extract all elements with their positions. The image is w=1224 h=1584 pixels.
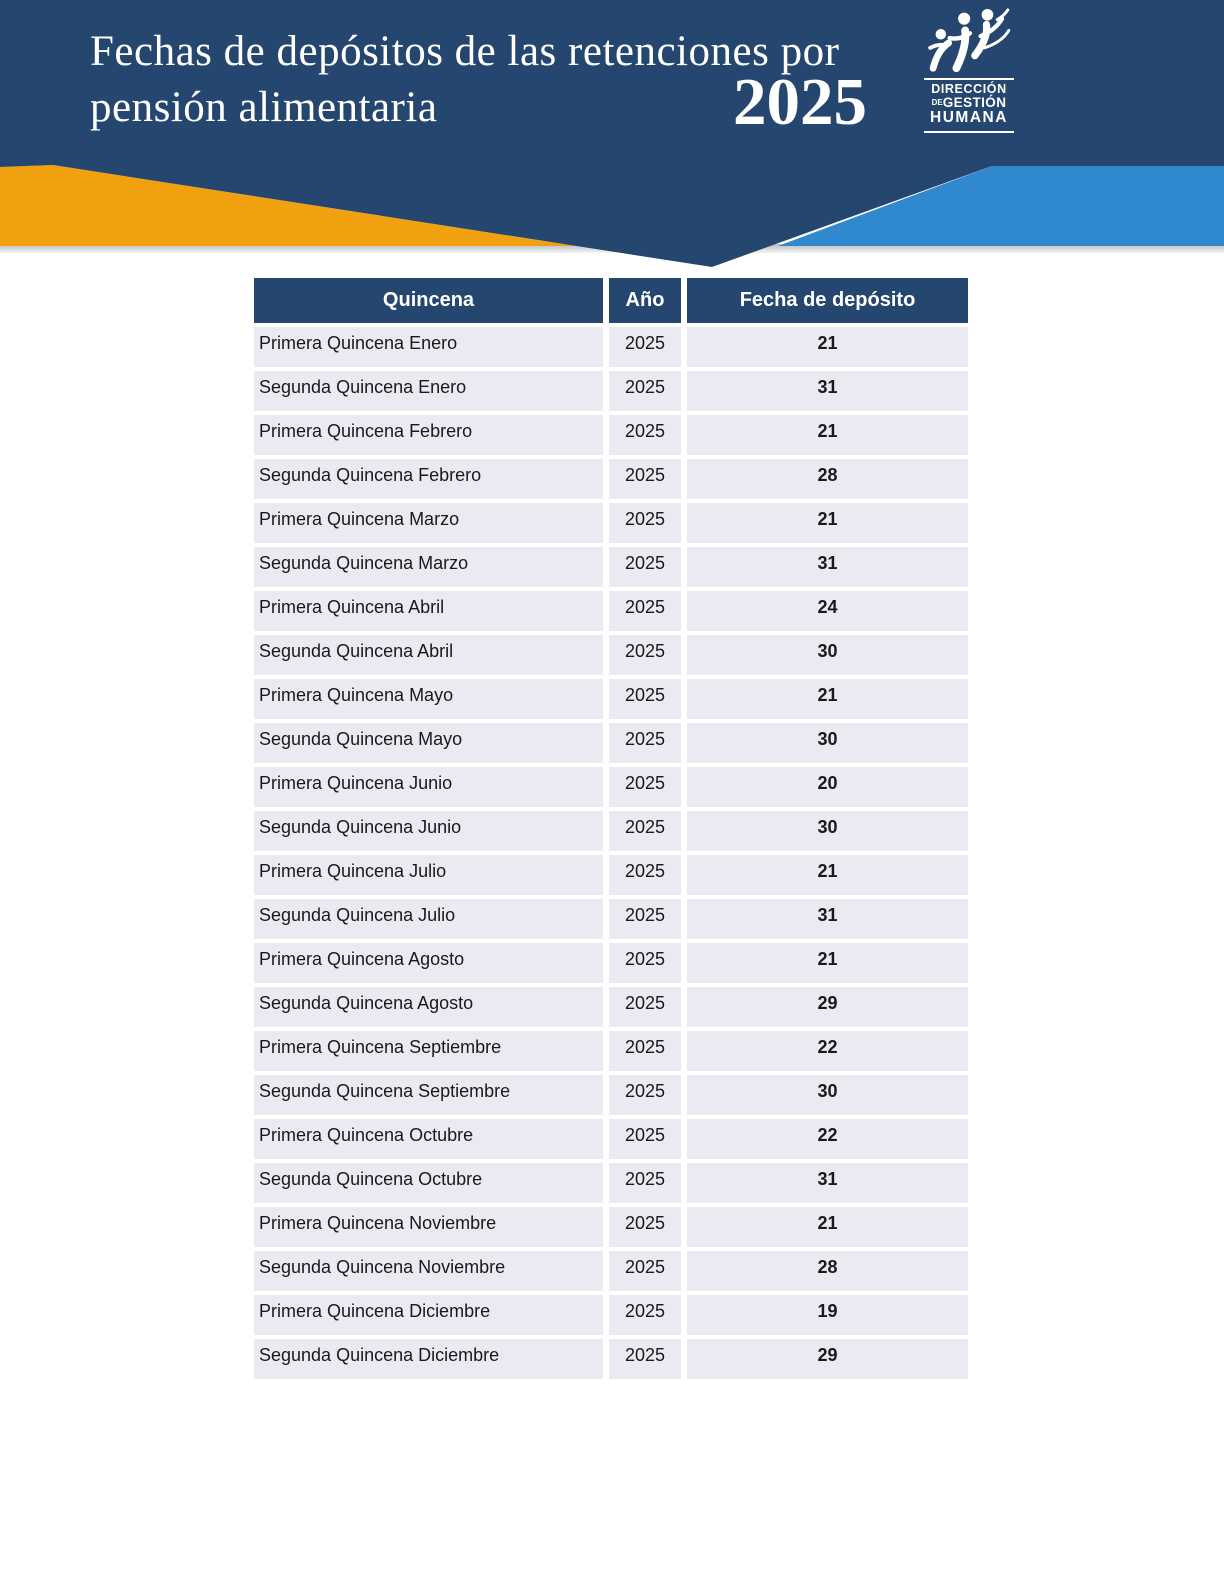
- deposit-date-cell: 22: [687, 1119, 968, 1159]
- table-row: [254, 943, 968, 983]
- deposit-date-cell: 30: [687, 635, 968, 675]
- year-cell: 2025: [609, 987, 681, 1027]
- year-cell: 2025: [609, 899, 681, 939]
- quincena-cell: Segunda Quincena Noviembre: [254, 1251, 603, 1291]
- deposit-date-cell: 19: [687, 1295, 968, 1335]
- deposit-date-cell: 21: [687, 415, 968, 455]
- table-row: [254, 415, 968, 455]
- year-cell: 2025: [609, 1251, 681, 1291]
- deposit-date-cell: 30: [687, 811, 968, 851]
- deposit-date-cell: 31: [687, 547, 968, 587]
- table-row: [254, 1163, 968, 1203]
- table-row: [254, 1075, 968, 1115]
- quincena-cell: Primera Quincena Marzo: [254, 503, 603, 543]
- deposit-date-cell: 31: [687, 371, 968, 411]
- quincena-cell: Primera Quincena Mayo: [254, 679, 603, 719]
- quincena-cell: Segunda Quincena Febrero: [254, 459, 603, 499]
- year-cell: 2025: [609, 855, 681, 895]
- quincena-cell: Primera Quincena Febrero: [254, 415, 603, 455]
- table-row: [254, 899, 968, 939]
- deposit-date-cell: 21: [687, 679, 968, 719]
- quincena-cell: Segunda Quincena Mayo: [254, 723, 603, 763]
- table-row: [254, 371, 968, 411]
- table-row: [254, 547, 968, 587]
- table-row: [254, 723, 968, 763]
- deposit-date-cell: 20: [687, 767, 968, 807]
- quincena-cell: Primera Quincena Octubre: [254, 1119, 603, 1159]
- quincena-cell: Primera Quincena Noviembre: [254, 1207, 603, 1247]
- year-cell: 2025: [609, 1339, 681, 1379]
- quincena-cell: Segunda Quincena Abril: [254, 635, 603, 675]
- table-row: [254, 503, 968, 543]
- year-cell: 2025: [609, 767, 681, 807]
- table-row: [254, 1031, 968, 1071]
- column-header-fecha-deposito: Fecha de depósito: [687, 278, 968, 323]
- table-row: [254, 327, 968, 367]
- table-row: [254, 811, 968, 851]
- page-title-line1: Fechas de depósitos de las retenciones por: [90, 28, 840, 75]
- table-row: [254, 1251, 968, 1291]
- logo-direccion-label: DIRECCIÓN: [931, 82, 1007, 96]
- year-cell: 2025: [609, 591, 681, 631]
- deposit-date-cell: 29: [687, 987, 968, 1027]
- year-cell: 2025: [609, 1295, 681, 1335]
- logo-de-label: DE: [931, 98, 943, 108]
- year-cell: 2025: [609, 371, 681, 411]
- deposit-table-body: [254, 327, 968, 1379]
- deposit-date-cell: 21: [687, 503, 968, 543]
- year-cell: 2025: [609, 327, 681, 367]
- year-cell: 2025: [609, 1163, 681, 1203]
- table-row: [254, 1339, 968, 1379]
- year-cell: 2025: [609, 811, 681, 851]
- table-row: [254, 679, 968, 719]
- table-row: [254, 635, 968, 675]
- quincena-cell: Primera Quincena Diciembre: [254, 1295, 603, 1335]
- page-title-line2: pensión alimentaria: [90, 84, 438, 131]
- deposit-date-cell: 22: [687, 1031, 968, 1071]
- year-cell: 2025: [609, 459, 681, 499]
- quincena-cell: Segunda Quincena Junio: [254, 811, 603, 851]
- deposit-date-cell: 28: [687, 1251, 968, 1291]
- deposit-date-cell: 21: [687, 1207, 968, 1247]
- table-row: [254, 1295, 968, 1335]
- column-header-quincena: Quincena: [254, 278, 603, 323]
- deposit-date-cell: 30: [687, 723, 968, 763]
- table-row: [254, 767, 968, 807]
- logo-humana-label: HUMANA: [930, 109, 1008, 127]
- deposit-date-cell: 24: [687, 591, 968, 631]
- year-cell: 2025: [609, 415, 681, 455]
- table-header-row: [254, 278, 968, 323]
- year-cell: 2025: [609, 1031, 681, 1071]
- quincena-cell: Primera Quincena Abril: [254, 591, 603, 631]
- quincena-cell: Primera Quincena Agosto: [254, 943, 603, 983]
- quincena-cell: Segunda Quincena Julio: [254, 899, 603, 939]
- quincena-cell: Segunda Quincena Octubre: [254, 1163, 603, 1203]
- year-label: 2025: [733, 65, 867, 139]
- dancing-figures-icon: [924, 8, 1014, 76]
- deposit-date-cell: 29: [687, 1339, 968, 1379]
- year-cell: 2025: [609, 1119, 681, 1159]
- year-cell: 2025: [609, 547, 681, 587]
- quincena-cell: Segunda Quincena Agosto: [254, 987, 603, 1027]
- table-row: [254, 1207, 968, 1247]
- deposit-date-cell: 30: [687, 1075, 968, 1115]
- dgh-logo-text: [924, 78, 1014, 133]
- quincena-cell: Segunda Quincena Diciembre: [254, 1339, 603, 1379]
- table-row: [254, 1119, 968, 1159]
- column-header-ano: Año: [609, 278, 681, 323]
- deposit-date-cell: 31: [687, 899, 968, 939]
- table-row: [254, 591, 968, 631]
- dgh-logo: [924, 8, 1014, 133]
- table-row: [254, 987, 968, 1027]
- quincena-cell: Segunda Quincena Septiembre: [254, 1075, 603, 1115]
- year-cell: 2025: [609, 1075, 681, 1115]
- deposit-dates-table: [248, 274, 974, 1383]
- logo-gestion-label: DEGESTIÓN: [931, 95, 1007, 111]
- year-cell: 2025: [609, 635, 681, 675]
- deposit-date-cell: 28: [687, 459, 968, 499]
- table-row: [254, 459, 968, 499]
- year-cell: 2025: [609, 723, 681, 763]
- quincena-cell: Primera Quincena Enero: [254, 327, 603, 367]
- table-row: [254, 855, 968, 895]
- quincena-cell: Primera Quincena Junio: [254, 767, 603, 807]
- quincena-cell: Segunda Quincena Enero: [254, 371, 603, 411]
- year-cell: 2025: [609, 679, 681, 719]
- deposit-date-cell: 21: [687, 855, 968, 895]
- deposit-date-cell: 21: [687, 943, 968, 983]
- year-cell: 2025: [609, 503, 681, 543]
- year-cell: 2025: [609, 1207, 681, 1247]
- deposit-date-cell: 31: [687, 1163, 968, 1203]
- quincena-cell: Segunda Quincena Marzo: [254, 547, 603, 587]
- quincena-cell: Primera Quincena Septiembre: [254, 1031, 603, 1071]
- deposit-date-cell: 21: [687, 327, 968, 367]
- year-cell: 2025: [609, 943, 681, 983]
- quincena-cell: Primera Quincena Julio: [254, 855, 603, 895]
